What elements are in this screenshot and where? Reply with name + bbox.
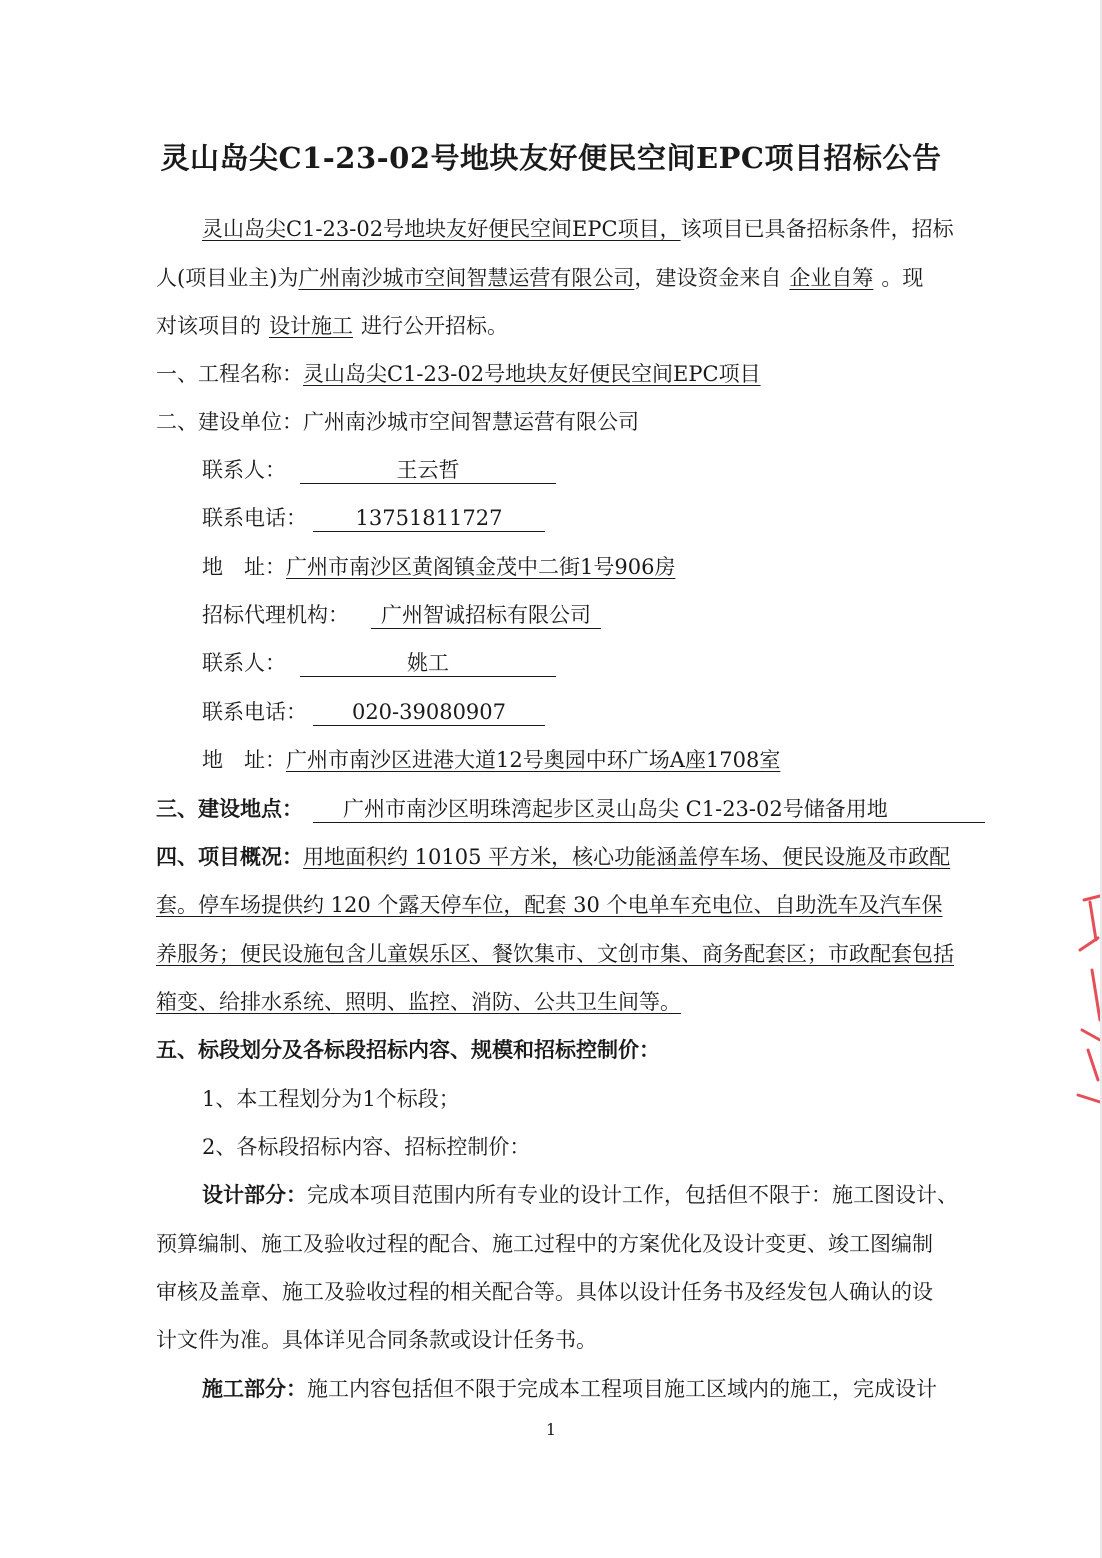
field-label: 联系电话：	[202, 506, 307, 530]
field-label: 联系人：	[202, 651, 286, 675]
document-title: 灵山岛尖C1-23-02号地块友好便民空间EPC项目招标公告	[160, 141, 942, 175]
intro-owner: 广州南沙城市空间智慧运营有限公司	[298, 266, 635, 290]
intro-scope: 设计施工	[269, 314, 353, 338]
section-owner	[156, 407, 1006, 437]
agency-name-value: 广州智诚招标有限公司	[371, 602, 601, 629]
construction-line-1	[202, 1374, 1052, 1404]
design-line-2: 预算编制、施工及验收过程的配合、施工过程中的方案优化及设计变更、竣工图编制	[156, 1232, 933, 1256]
agency-contact-address	[202, 745, 1052, 775]
project-name-value: 灵山岛尖C1-23-02号地块友好便民空间EPC项目	[303, 362, 761, 386]
intro-line-3	[156, 311, 1006, 341]
owner-contact-phone-value: 13751811727	[313, 505, 545, 532]
section-label: 二、建设单位：	[156, 410, 303, 434]
construction-label: 施工部分：	[202, 1376, 307, 1401]
design-line-4: 计文件为准。具体详见合同条款或设计任务书。	[156, 1328, 597, 1352]
section-label: 四、项目概况：	[156, 844, 303, 869]
construction-text: 施工内容包括但不限于完成本工程项目施工区域内的施工，完成设计	[307, 1377, 937, 1401]
owner-contact-address	[202, 552, 1052, 582]
field-label: 招标代理机构：	[202, 603, 349, 627]
field-label: 联系人：	[202, 458, 286, 482]
design-label: 设计部分：	[202, 1182, 307, 1207]
seal-stamp-fragment	[1070, 880, 1102, 1120]
owner-value: 广州南沙城市空间智慧运营有限公司	[303, 410, 639, 434]
design-line-1	[202, 1180, 1052, 1210]
overview-text: 套。停车场提供约 120 个露天停车位，配套 30 个电单车充电位、自助洗车及汽车保	[156, 893, 943, 917]
intro-text: 。现	[881, 266, 924, 290]
lots-item-1: 1、本工程划分为1个标段；	[202, 1087, 460, 1111]
section-lots: 五、标段划分及各标段招标内容、规模和招标控制价：	[156, 1037, 660, 1062]
design-line-3: 审核及盖章、施工及验收过程的相关配合等。具体以设计任务书及经发包人确认的设	[156, 1280, 933, 1304]
section-label: 三、建设地点：	[156, 796, 303, 821]
owner-contact-phone	[202, 503, 1052, 533]
field-label: 地 址：	[202, 748, 286, 772]
intro-line-2	[156, 263, 1006, 293]
agency-name	[202, 600, 1052, 630]
section-overview-line-4	[156, 987, 1006, 1017]
design-text: 完成本项目范围内所有专业的设计工作，包括但不限于：施工图设计、	[307, 1183, 958, 1207]
overview-text: 用地面积约 10105 平方米，核心功能涵盖停车场、便民设施及市政配	[303, 845, 951, 869]
overview-text: 养服务；便民设施包含儿童娱乐区、餐饮集市、文创市集、商务配套区；市政配套包括	[156, 942, 954, 966]
section-overview-line-2	[156, 890, 1006, 920]
section-location	[156, 794, 1006, 824]
section-overview-line-3	[156, 939, 1006, 969]
intro-text: 进行公开招标。	[361, 314, 508, 338]
intro-text: ，建设资金来自	[634, 266, 782, 290]
section-project-name	[156, 359, 1006, 389]
intro-funding: 企业自筹	[789, 266, 874, 290]
lots-item-2: 2、各标段招标内容、招标控制价：	[202, 1135, 531, 1159]
location-value: 广州市南沙区明珠湾起步区灵山岛尖 C1-23-02号储备用地	[313, 796, 985, 823]
section-overview-line-1	[156, 842, 1006, 872]
section-label: 一、工程名称：	[156, 362, 303, 386]
page-number: 1	[545, 1420, 557, 1439]
agency-contact-address-value: 广州市南沙区进港大道12号奥园中环广场A座1708室	[286, 748, 781, 772]
owner-contact-person-value: 王云哲	[300, 457, 556, 484]
intro-text: 人(项目业主)为	[156, 266, 299, 290]
field-label: 地 址：	[202, 555, 286, 579]
intro-project-name: 灵山岛尖C1-23-02号地块友好便民空间EPC项目，	[202, 217, 681, 241]
overview-text: 箱变、给排水系统、照明、监控、消防、公共卫生间等。	[156, 990, 681, 1014]
agency-contact-phone-value: 020-39080907	[313, 699, 545, 726]
agency-contact-person-value: 姚工	[300, 650, 556, 677]
owner-contact-person	[202, 455, 1052, 485]
field-label: 联系电话：	[202, 700, 307, 724]
intro-text: 该项目已具备招标条件，招标	[680, 217, 954, 241]
intro-text: 对该项目的	[156, 314, 261, 338]
intro-line-1	[202, 214, 1052, 244]
agency-contact-phone	[202, 697, 1052, 727]
owner-contact-address-value: 广州市南沙区黄阁镇金茂中二街1号906房	[286, 555, 676, 579]
agency-contact-person	[202, 648, 1052, 678]
